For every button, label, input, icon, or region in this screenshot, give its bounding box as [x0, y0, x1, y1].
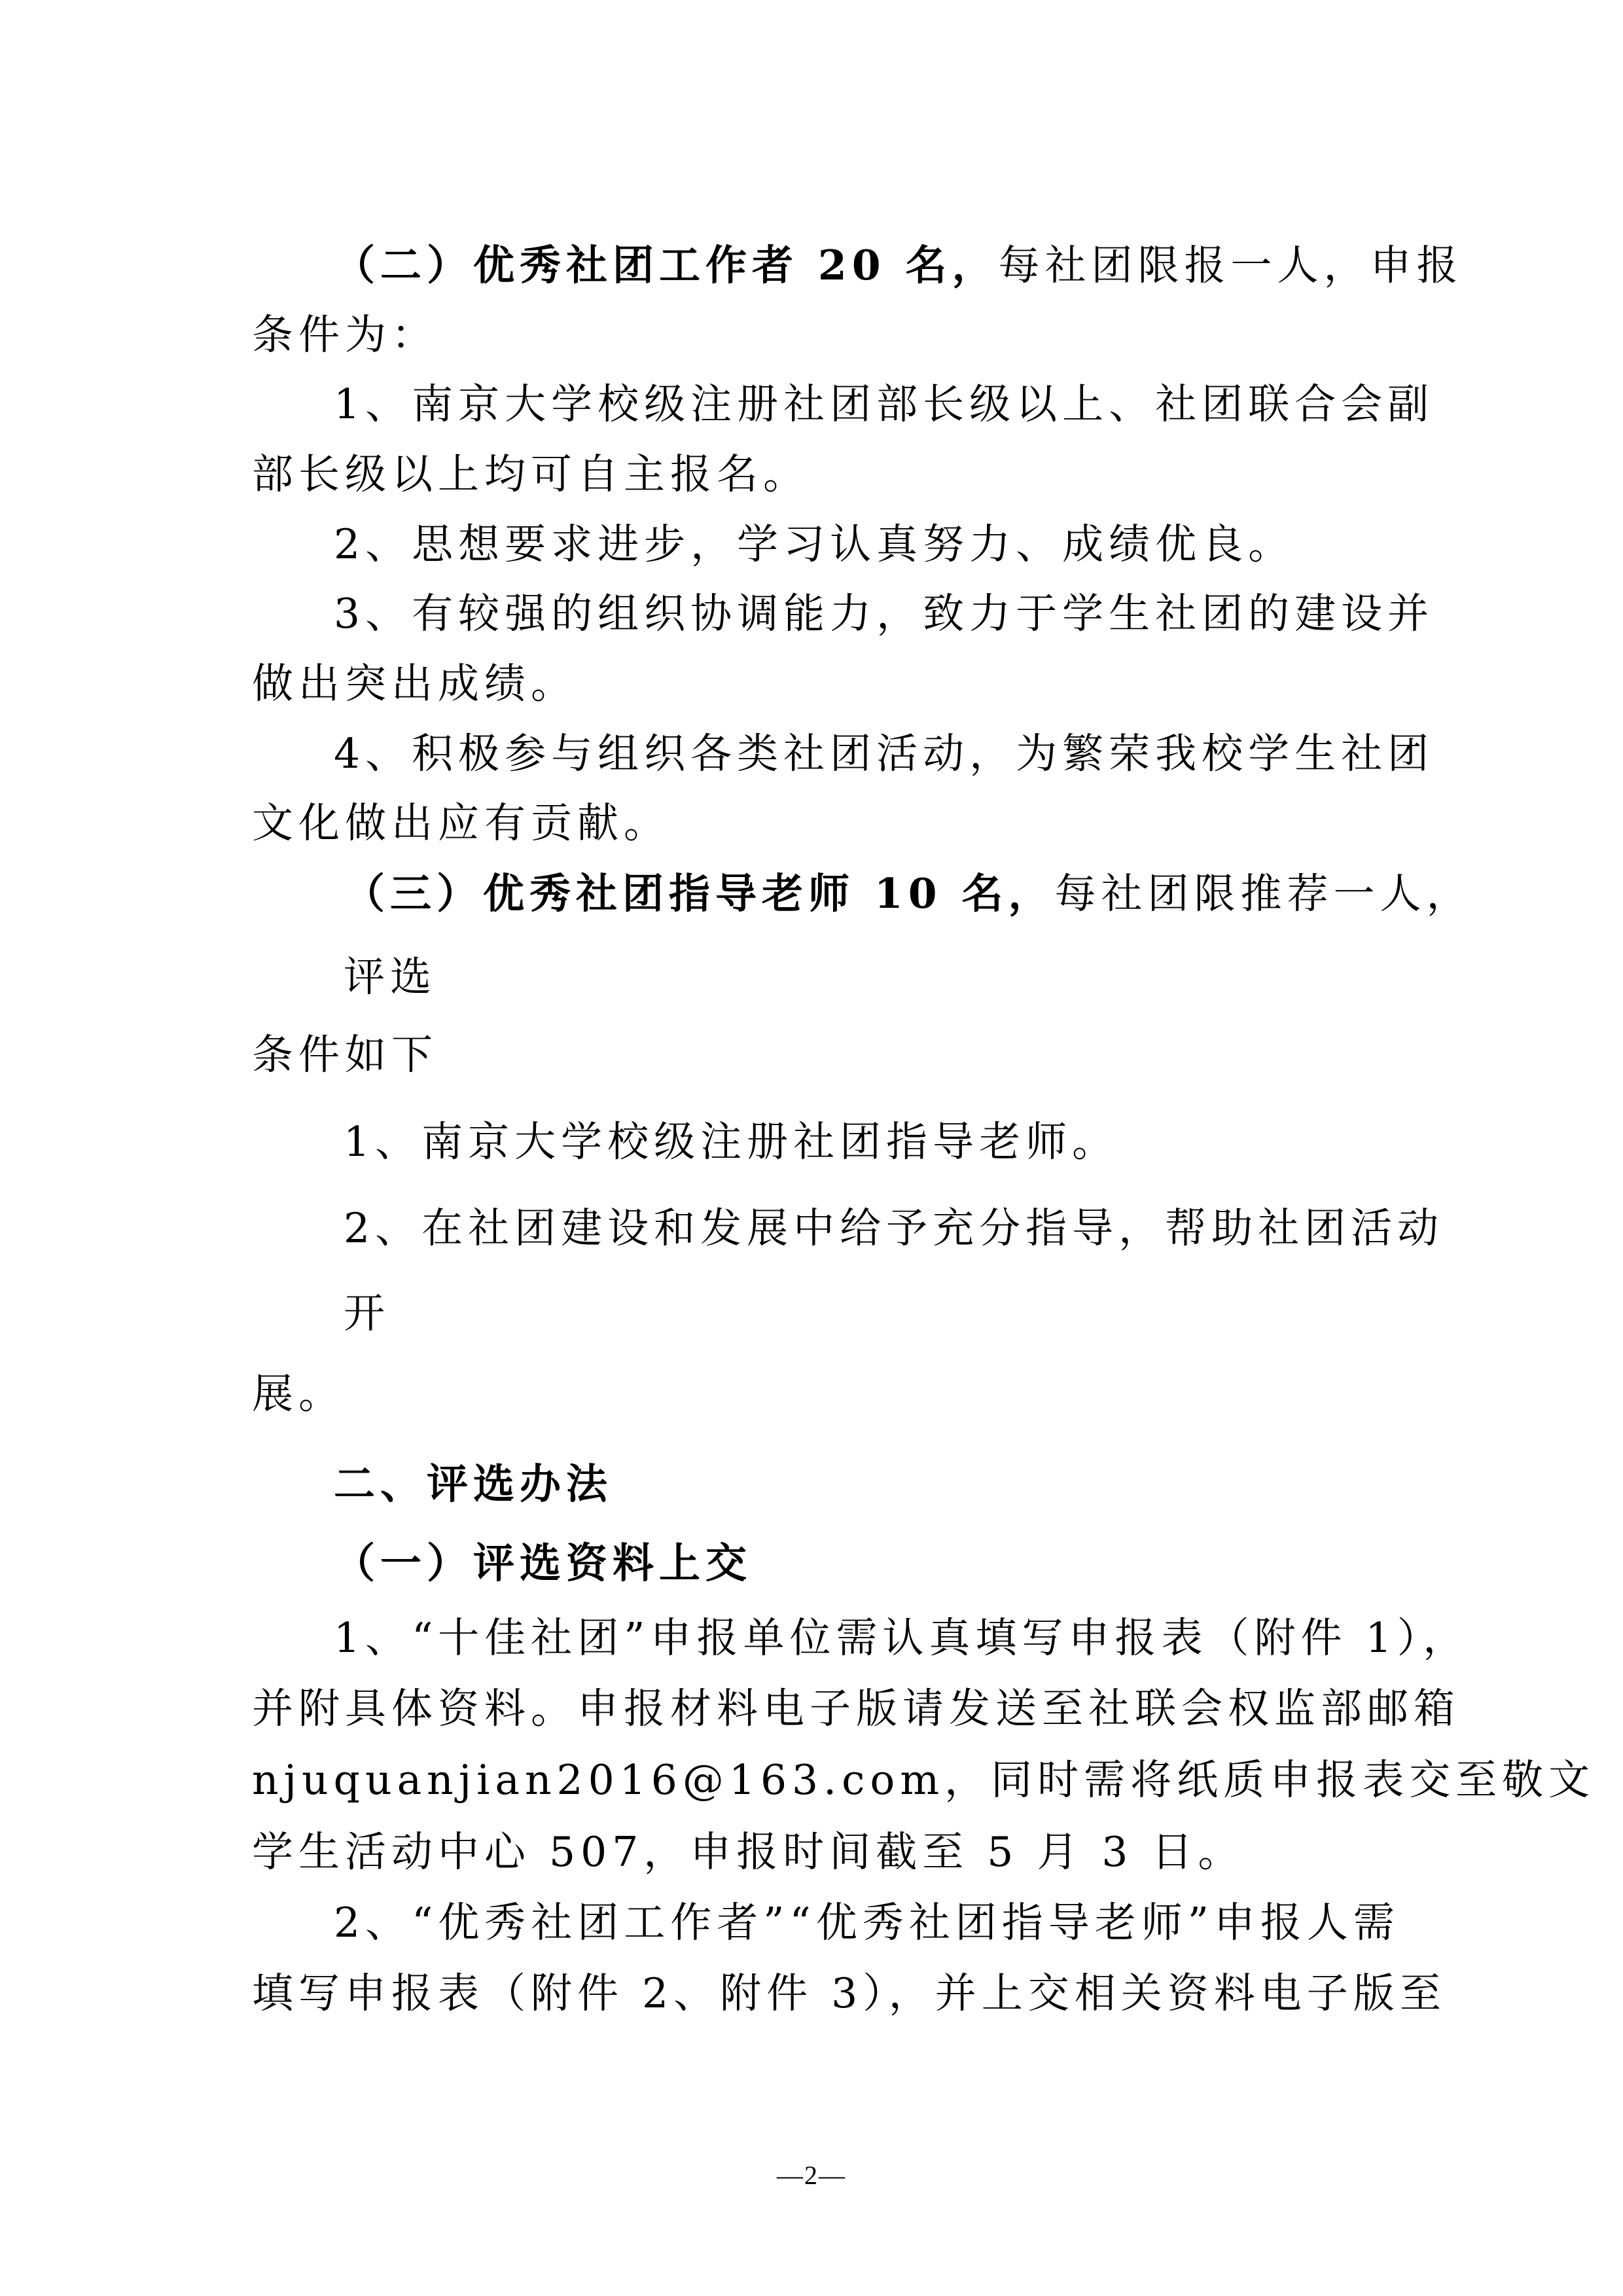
paragraph-line: 展。: [252, 1370, 345, 1418]
paragraph-line: 文化做出应有贡献。: [252, 799, 670, 847]
paragraph-line: [334, 236, 1463, 295]
paragraph-line: 条件为：: [252, 311, 438, 359]
paragraph-line: 1、“十佳社团”申报单位需认真填写申报表（附件 1），: [334, 1614, 1470, 1662]
paragraph-line: 开: [344, 1289, 390, 1337]
paragraph-line: 条件如下: [252, 1031, 438, 1079]
page-number: —2—: [777, 2161, 846, 2190]
paragraph-line: [344, 864, 1473, 924]
paragraph-line: 填写申报表（附件 2、附件 3），并上交相关资料电子版至: [252, 1969, 1446, 2017]
section-heading: 二、评选办法: [334, 1460, 613, 1508]
paragraph-line: 1、南京大学校级注册社团部长级以上、社团联合会副: [334, 380, 1435, 428]
paragraph-line: 评选: [344, 953, 437, 1001]
section-heading: （三）优秀社团指导老师 10 名，: [344, 869, 1055, 918]
paragraph-line: 并附具体资料。申报材料电子版请发送至社联会权监部邮箱: [252, 1685, 1460, 1732]
section-heading: （二）优秀社团工作者 20 名，: [334, 241, 999, 289]
paragraph-line: 部长级以上均可自主报名。: [252, 450, 810, 498]
paragraph-line: 3、有较强的组织协调能力，致力于学生社团的建设并: [334, 590, 1435, 637]
paragraph-line: 2、“优秀社团工作者”“优秀社团指导老师”申报人需: [334, 1899, 1400, 1946]
paragraph-line: 学生活动中心 507，申报时间截至 5 月 3 日。: [252, 1828, 1245, 1876]
paragraph-line: 4、积极参与组织各类社团活动，为繁荣我校学生社团: [334, 730, 1435, 778]
paragraph-line: 2、在社团建设和发展中给予充分指导，帮助社团活动: [344, 1204, 1444, 1252]
paragraph-text: 每社团限报一人，申报: [998, 242, 1463, 289]
section-heading: （一）评选资料上交: [334, 1539, 752, 1587]
paragraph-text: 每社团限推荐一人，: [1054, 870, 1473, 918]
paragraph-line: 做出突出成绩。: [252, 660, 577, 708]
paragraph-line: 1、南京大学校级注册社团指导老师。: [344, 1118, 1119, 1166]
paragraph-line: 2、思想要求进步，学习认真努力、成绩优良。: [334, 520, 1295, 568]
paragraph-line: njuquanjian2016@163.com，同时需将纸质申报表交至敬文: [252, 1756, 1596, 1804]
